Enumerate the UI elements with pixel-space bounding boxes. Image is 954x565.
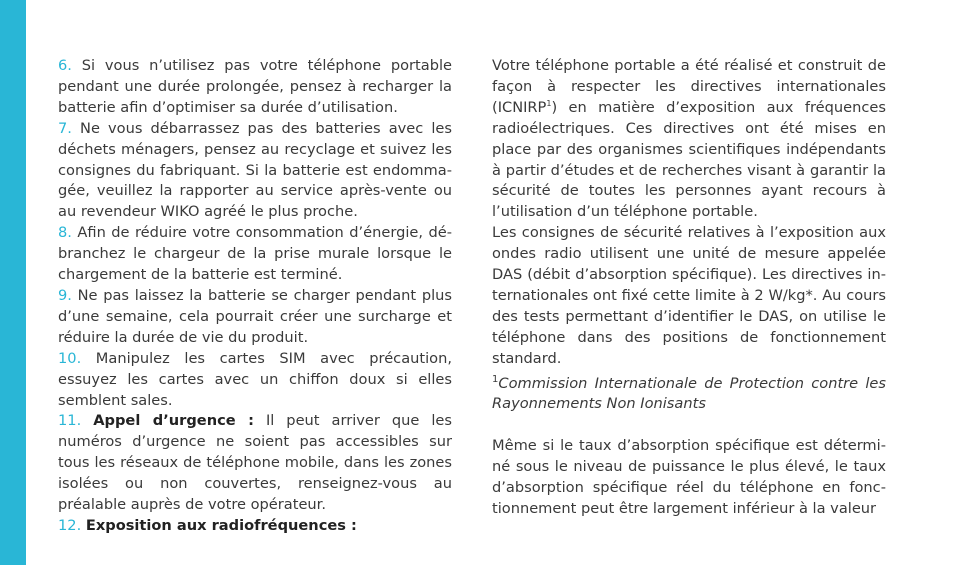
paragraph-8 xyxy=(58,223,452,286)
paragraph-text: Il peut arriver que les numéros d’urgence ne soient pas accessibles sur tous les réseaux de téléphone mobile, dans les zones isolées ou non couvertes, renseignez-vous au préalable auprès de votre opérateur. xyxy=(58,412,453,514)
paragraph-10 xyxy=(58,349,452,412)
paragraph-keyword: Exposition aux radiofréquences : xyxy=(85,516,357,534)
paragraph-text: Même si le taux d’absorption spécifique est déterminé sous le niveau de puissance le plus élevé, le taux d’absorption spécifique réel du téléphone en fonctionnement peut être largement inférieur à la valeur xyxy=(492,437,886,517)
paragraph-sar-note xyxy=(492,436,886,520)
paragraph-text: Manipulez les cartes SIM avec précaution, essuyez les cartes avec un chiffon doux si elles semblent sales. xyxy=(58,349,452,409)
paragraph-6 xyxy=(58,56,452,119)
item-number: 12. xyxy=(58,516,82,534)
paragraph-text: Ne pas laissez la batterie se charger pendant plus d’une semaine, cela pourrait créer une surcharge et réduire la durée de vie du produit. xyxy=(58,286,452,346)
item-number: 10. xyxy=(58,349,82,367)
footnote-text: Commission Internationale de Protection contre les Rayonnements Non Ionisants xyxy=(492,374,886,413)
paragraph-12 xyxy=(58,516,452,537)
paragraph-das xyxy=(492,223,886,369)
paragraph-text: Ne vous débarrassez pas des batteries avec les déchets ménagers, pensez au recyclage et suivez les consignes du fabriquant. Si la batterie est endommagée, veuillez la rapporter au service après-vente ou au revendeur WIKO agréé le plus proche. xyxy=(58,119,453,221)
paragraph-text: Votre téléphone portable a été réalisé et construit de façon à respecter les directives internationales (ICNIRP xyxy=(492,57,886,116)
paragraph-7 xyxy=(58,119,452,224)
item-number: 9. xyxy=(58,286,72,304)
paragraph-text: Les consignes de sécurité relatives à l’exposition aux ondes radio utilisent une unité de mesure appelée DAS (débit d’absorption spécifique). Les directives internationales ont fixé cette limite à 2 W/kg*. Au cours des tests permettant d’identifier le DAS, on utilise le téléphone dans des positions de fonctionnement standard. xyxy=(492,224,886,367)
item-number: 8. xyxy=(58,224,72,242)
paragraph-text: ) en matière d’exposition aux fréquences radioélectriques. Ces directives ont été mises en place par des organismes scientifiques indépendants à partir d’études et de recherches visant à garantir la sécurité de toutes les personnes ayant recours à l’utilisation d’un téléphone portable. xyxy=(492,98,886,221)
paragraph-keyword: Appel d’urgence : xyxy=(93,412,254,430)
footnote-reference: 1 xyxy=(546,98,552,108)
blank-line xyxy=(492,415,886,436)
footnote xyxy=(492,370,886,416)
paragraph-9 xyxy=(58,286,452,349)
left-column xyxy=(58,56,452,537)
paragraph-intro xyxy=(492,56,886,223)
paragraph-text: Si vous n’utilisez pas votre téléphone portable pendant une durée prolongée, pensez à recharger la batterie afin d’optimiser sa durée d’utilisation. xyxy=(58,57,452,116)
right-column xyxy=(492,56,886,520)
paragraph-text: Afin de réduire votre consommation d’énergie, débranchez le chargeur de la prise murale lorsque le chargement de la batterie est terminé. xyxy=(58,224,452,284)
footnote-mark: 1 xyxy=(492,373,499,385)
side-accent-bar xyxy=(0,0,26,565)
item-number: 6. xyxy=(58,57,72,74)
paragraph-11 xyxy=(58,411,452,516)
item-number: 7. xyxy=(58,119,72,137)
item-number: 11. xyxy=(58,412,82,430)
